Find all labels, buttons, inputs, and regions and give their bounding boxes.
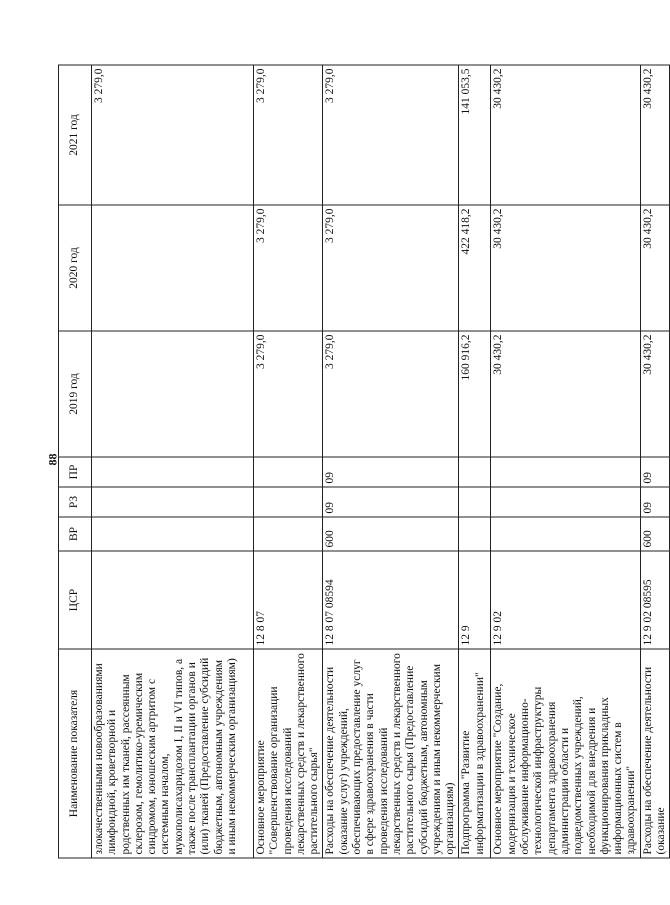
header-2019: 2019 год — [59, 331, 92, 457]
row-rz — [491, 487, 640, 517]
row-pr: 09 — [323, 457, 459, 487]
row-csr: 12 9 02 — [491, 551, 640, 649]
page-number: 88 — [45, 453, 60, 466]
row-2021: 3 279,0 — [254, 65, 323, 205]
row-vr: 600 — [640, 517, 670, 551]
table-row — [92, 65, 254, 858]
row-name: злокачественными новообразованиями лимфоидной, кроветворной и родственных им тканей, рассеянным склерозом, гемолитико-уремическим синдромом, юношеским артритом с системным началом, мукополисахаридозом I, II и VI типов, а также после трансплантации органов и (или) тканей (Предоставление субсидий бюджетным, автономным учреждениям и иным некоммерческим организациям) — [92, 649, 254, 858]
row-2021: 30 430,2 — [640, 65, 670, 205]
row-vr — [459, 517, 491, 551]
table-row — [459, 65, 491, 858]
row-vr: 600 — [323, 517, 459, 551]
table-header-row — [59, 65, 92, 858]
row-csr: 12 9 — [459, 551, 491, 649]
row-2021: 3 279,0 — [92, 65, 254, 205]
row-name: Подпрограмма "Развитие информатизации в здравоохранении" — [459, 649, 491, 858]
table-row — [640, 65, 670, 858]
row-rz — [459, 487, 491, 517]
row-2021: 3 279,0 — [323, 65, 459, 205]
row-csr — [92, 551, 254, 649]
header-name: Наименование показателя — [59, 649, 92, 858]
row-name: Расходы на обеспечение деятельности (оказание услуг) учреждений, обеспечивающих предоставление услуг в сфере здравоохранения в части проведения исследований лекарственных средств и лекарственного растительного сырья (Предоставление субсидий бюджетным, автономным учреждениям и иным некоммерческим организациям) — [323, 649, 459, 858]
row-2020: 30 430,2 — [640, 205, 670, 331]
table-row — [491, 65, 640, 858]
row-csr: 12 8 07 — [254, 551, 323, 649]
table-row — [254, 65, 323, 858]
row-2021: 30 430,2 — [491, 65, 640, 205]
header-rz: РЗ — [59, 487, 92, 517]
row-vr — [92, 517, 254, 551]
row-pr: 09 — [640, 457, 670, 487]
row-rz — [92, 487, 254, 517]
header-2021: 2021 год — [59, 65, 92, 205]
row-vr — [254, 517, 323, 551]
row-2020: 3 279,0 — [254, 205, 323, 331]
row-pr — [254, 457, 323, 487]
row-csr: 12 9 02 08595 — [640, 551, 670, 649]
table-row — [323, 65, 459, 858]
header-csr: ЦСР — [59, 551, 92, 649]
row-2021: 141 053,5 — [459, 65, 491, 205]
row-pr — [92, 457, 254, 487]
row-2020: 30 430,2 — [491, 205, 640, 331]
row-csr: 12 8 07 08594 — [323, 551, 459, 649]
row-rz: 09 — [640, 487, 670, 517]
row-name: Расходы на обеспечение деятельности (оказание — [640, 649, 670, 858]
row-pr — [491, 457, 640, 487]
row-2019: 3 279,0 — [254, 331, 323, 457]
row-vr — [491, 517, 640, 551]
rotated-page — [58, 66, 668, 859]
row-2020 — [92, 205, 254, 331]
row-rz: 09 — [323, 487, 459, 517]
row-name: Основное мероприятие "Совершенствование организации проведения исследований лекарственных средств и лекарственного растительного сырья" — [254, 649, 323, 858]
row-2019: 3 279,0 — [323, 331, 459, 457]
header-2020: 2020 год — [59, 205, 92, 331]
row-2019: 30 430,2 — [491, 331, 640, 457]
budget-table — [58, 65, 670, 859]
row-pr — [459, 457, 491, 487]
header-vr: ВР — [59, 517, 92, 551]
header-pr: ПР — [59, 457, 92, 487]
row-name: Основное мероприятие "Создание, модернизация и техническое обслуживание информационно-технологической инфраструктуры департамента здравоохранения администрации области и подведомственных учреждений, необходимой для внедрения и функционирования прикладных информационных систем в здравоохранении" — [491, 649, 640, 858]
row-rz — [254, 487, 323, 517]
row-2020: 422 418,2 — [459, 205, 491, 331]
row-2019: 160 916,2 — [459, 331, 491, 457]
row-2020: 3 279,0 — [323, 205, 459, 331]
row-2019: 30 430,2 — [640, 331, 670, 457]
row-2019 — [92, 331, 254, 457]
